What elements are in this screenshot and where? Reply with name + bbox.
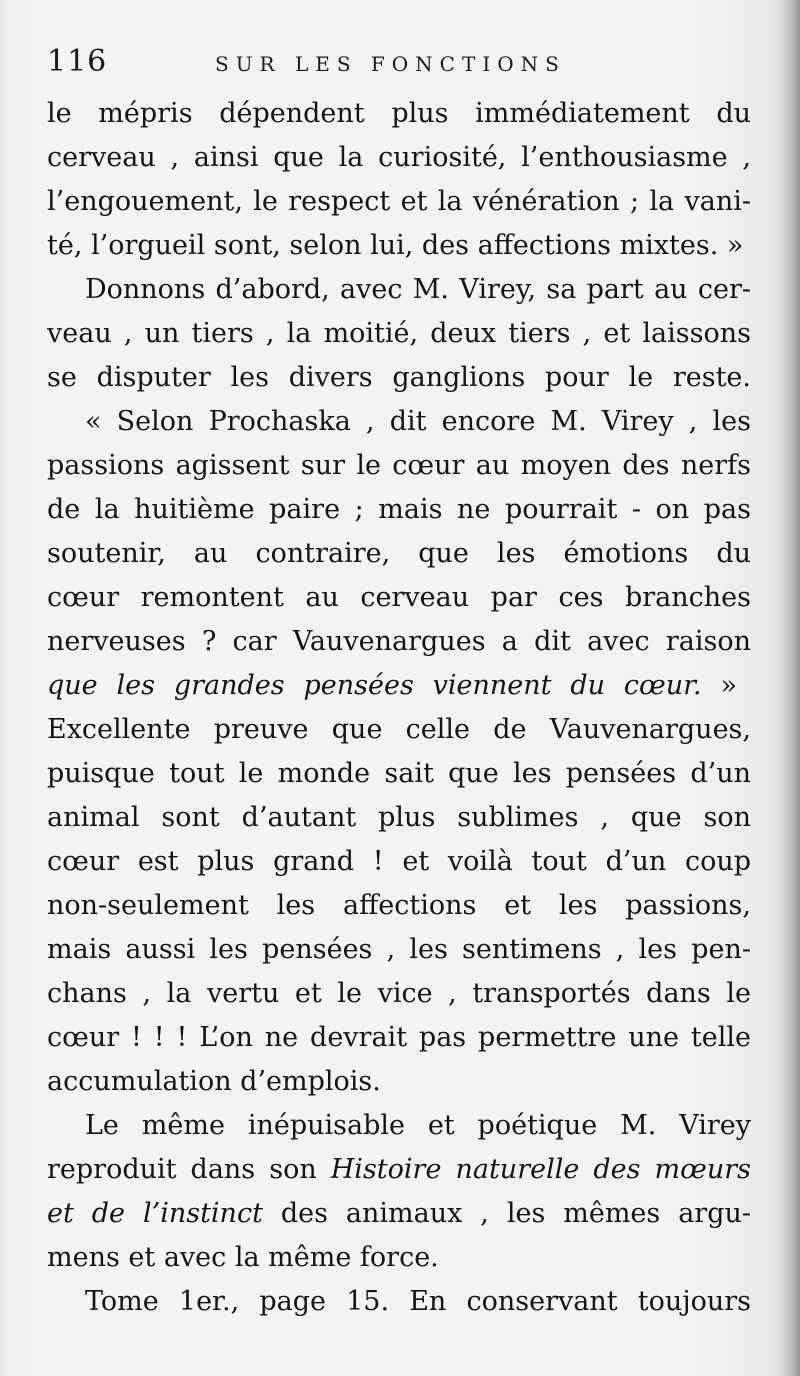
running-title: SUR LES FONCTIONS	[215, 52, 566, 76]
text-segment: soutenir, au contraire, que les émotions du	[47, 538, 751, 569]
text-segment: animal sont d’autant plus sublimes , que son	[47, 802, 751, 833]
text-line	[47, 1016, 751, 1060]
text-segment: passions agissent sur le cœur au moyen des nerfs	[47, 450, 751, 481]
text-segment: accumulation d’emplois.	[47, 1066, 381, 1097]
running-head	[47, 44, 747, 84]
text-segment: té, l’orgueil sont, selon lui, des affections mixtes. »	[47, 230, 744, 261]
text-line	[47, 576, 751, 620]
text-line	[47, 928, 751, 972]
text-segment: Le même inépuisable et poétique M. Virey	[85, 1110, 751, 1141]
text-segment: « Selon Prochaska , dit encore M. Virey , les	[85, 406, 751, 437]
text-segment: le mépris dépendent plus immédiatement du	[47, 98, 751, 129]
text-segment: l’engouement, le respect et la vénération ; la vani-	[47, 186, 751, 217]
text-line	[47, 268, 751, 312]
text-segment: cerveau , ainsi que la curiosité, l’enthousiasme ,	[47, 142, 751, 173]
text-line	[47, 92, 751, 136]
text-segment: mais aussi les pensées , les sentimens , les pen-	[47, 934, 751, 965]
text-line	[47, 1104, 751, 1148]
text-segment: des animaux , les mêmes argu-	[262, 1198, 751, 1229]
text-line	[47, 708, 751, 752]
text-segment: Tome 1er., page 15. En conservant toujours	[85, 1286, 751, 1317]
text-segment: chans , la vertu et le vice , transportés dans le	[47, 978, 751, 1009]
text-segment: veau , un tiers , la moitié, deux tiers , et laissons	[47, 318, 751, 349]
text-segment: puisque tout le monde sait que les pensées d’un	[47, 758, 751, 789]
text-segment: mens et avec la même force.	[47, 1242, 439, 1273]
italic-text-segment: Histoire naturelle des mœurs	[330, 1154, 751, 1185]
body-text	[47, 92, 751, 1324]
text-line	[47, 972, 751, 1016]
text-line	[47, 312, 751, 356]
text-segment: de la huitième paire ; mais ne pourrait - on pas	[47, 494, 751, 525]
text-line	[47, 620, 751, 664]
text-segment: se disputer les divers ganglions pour le reste.	[47, 362, 751, 393]
text-line	[47, 400, 751, 444]
text-segment: reproduit dans son	[47, 1154, 331, 1185]
text-segment: Excellente preuve que celle de Vauvenargues,	[47, 714, 751, 745]
text-segment: Donnons d’abord, avec M. Virey, sa part au cer-	[85, 274, 751, 305]
text-line	[47, 136, 751, 180]
text-line	[47, 356, 751, 400]
text-segment: nerveuses ? car Vauvenargues a dit avec raison	[47, 626, 751, 657]
italic-text-segment: que les grandes pensées viennent du cœur.	[47, 670, 702, 701]
text-line	[47, 444, 751, 488]
page-number: 116	[47, 44, 108, 79]
text-segment: cœur est plus grand ! et voilà tout d’un coup	[47, 846, 751, 877]
text-line	[47, 840, 751, 884]
text-line	[47, 1236, 751, 1280]
text-line	[47, 1192, 751, 1236]
italic-text-segment: et de l’instinct	[47, 1198, 263, 1229]
text-line	[47, 884, 751, 928]
page-edge-shadow	[778, 0, 800, 1376]
text-line	[47, 180, 751, 224]
text-segment: cœur ! ! ! L’on ne devrait pas permettre une telle	[47, 1022, 751, 1053]
text-line	[47, 488, 751, 532]
text-line	[47, 224, 751, 268]
text-line	[47, 532, 751, 576]
text-segment: »	[701, 670, 737, 701]
text-line	[47, 796, 751, 840]
text-segment: non-seulement les affections et les passions,	[47, 890, 751, 921]
text-segment: cœur remontent au cerveau par ces branches	[47, 582, 751, 613]
text-line	[47, 1280, 751, 1324]
text-line	[47, 752, 751, 796]
text-line	[47, 1148, 751, 1192]
text-line	[47, 664, 737, 708]
text-line	[47, 1060, 627, 1104]
